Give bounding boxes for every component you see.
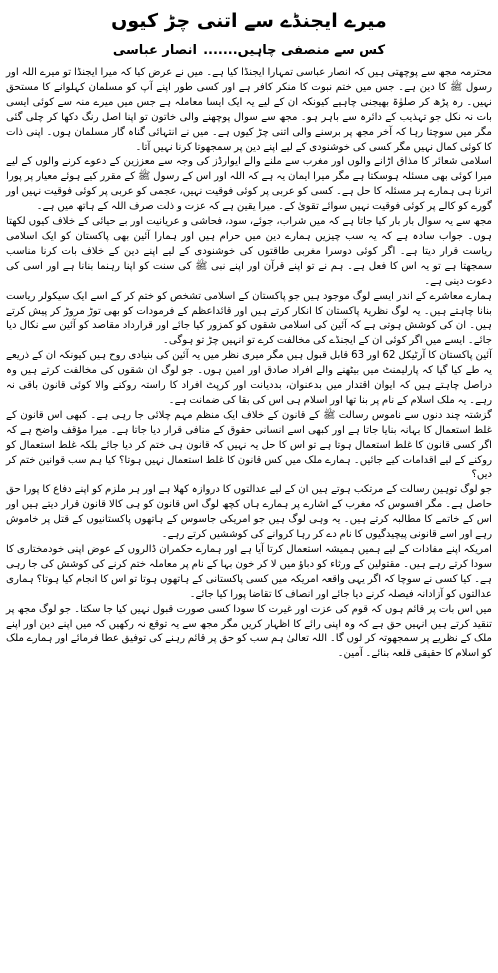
paragraph: مجھ سے یہ سوال بار بار کیا جاتا ہے کہ میں شراب، جوئے، سود، فحاشی و عریانیت اور بے حیائی کے خلاف کیوں لکھتا ہوں۔ جواب سادہ ہے کہ یہ سب چیزیں ہمارے دین میں حرام ہیں اور ہمارا آئین بھی پاکستان کو ایک اسلامی ریاست قرار دیتا ہے۔ اگر کوئی دوسرا مغربی طاقتوں کی خوشنودی کے لیے اپنے دین کے خلاف بات کرنا مناسب سمجھتا ہے تو یہ اس کا فعل ہے۔ ہم نے تو اپنے قرآن اور اپنے نبی ﷺ کی سنت کو اپنا رہنما بنانا ہے اور اسی کی دعوت دینی ہے۔ xyxy=(6,216,492,287)
article-body xyxy=(6,66,492,662)
paragraph: جو لوگ توہین رسالت کے مرتکب ہوتے ہیں ان کے لیے عدالتوں کا دروازہ کھلا ہے اور ہر ملزم کو اپنے دفاع کا پورا حق حاصل ہے۔ مگر افسوس کہ مغرب کے اشارے پر ہمارے ہاں کچھ لوگ اس قانون کو ہی کالا قانون قرار دیتے ہیں اور اس کے خاتمے کا مطالبہ کرتے ہیں۔ یہ وہی لوگ ہیں جو امریکی جاسوس کے ہاتھوں پاکستانیوں کے قتل پر خاموش رہے اور اسے قانونی پیچیدگیوں کا نام دے کر رہا کروانے کی کوششیں کرتے رہے۔ xyxy=(6,484,492,541)
headline: میرے ایجنڈے سے اتنی چڑ کیوں xyxy=(111,10,387,32)
paragraph: گزشتہ چند دنوں سے ناموس رسالت ﷺ کے قانون کے خلاف ایک منظم مہم چلائی جا رہی ہے۔ کبھی اس قانون کے غلط استعمال کا بہانہ بنایا جاتا ہے اور کبھی اسے انسانی حقوق کے منافی قرار دیا جاتا ہے۔ میرا مؤقف واضح ہے کہ اگر کسی قانون کا غلط استعمال ہوتا ہے تو اس کا حل یہ نہیں کہ قانون ہی ختم کر دیا جائے بلکہ غلط استعمال کو روکنے کے لیے اقدامات کیے جائیں۔ ہمارے ملک میں کس قانون کا غلط استعمال نہیں ہوتا؟ کیا ہم سب قوانین ختم کر دیں؟ xyxy=(6,409,492,481)
paragraph: آئین پاکستان کا آرٹیکل 62 اور 63 قابل قبول ہیں مگر میری نظر میں یہ آئین کی بنیادی روح ہیں کیونکہ ان کے ذریعے یہ طے کیا گیا کہ پارلیمنٹ میں بیٹھنے والے افراد صادق اور امین ہوں۔ جو لوگ ان شقوں کی مخالفت کرتے ہیں وہ دراصل چاہتے ہیں کہ ایوان اقتدار میں بدعنوان، بددیانت اور کرپٹ افراد کا راستہ روکنے والا کوئی قانون باقی نہ رہے۔ یہ ملک اسلام کے نام پر بنا تھا اور اسلام ہی اس کی بقا کی ضمانت ہے۔ xyxy=(6,350,492,406)
subheadline: کس سے منصفی چاہیں....... xyxy=(203,43,386,58)
author-name: انصار عباسی xyxy=(112,43,197,58)
paragraph: محترمہ مجھ سے پوچھتی ہیں کہ انصار عباسی تمہارا ایجنڈا کیا ہے۔ میں نے عرض کیا کہ میرا ایجنڈا تو میرے اللہ اور رسول ﷺ کا دین ہے۔ جس میں ختم نبوت کا منکر کافر ہے اور کسی طور اپنے آپ کو مسلمان کہلوانے کا مستحق نہیں۔ رہ پڑھ کر صلوٰۃ بھیجنی چاہیے کیونکہ ان کے لیے یہ ایک ایسا معاملہ ہے جس میں میرے منہ سے کوئی ایسی بات نہ نکل جو تہذیب کے دائرہ سے باہر ہو۔ مجھ سے سوال پوچھنے والی خاتون تو اپنا اصل رنگ دکھا کر چلی گئی مگر میں سوچتا رہا کہ آخر مجھ پر برسنے والی اتنی چڑ کیوں ہے۔ میں نے انتہائی گناہ گار مسلمان ہوں۔ اپنی ذات کا کوئی کمال نہیں مگر کسی کی خوشنودی کے لیے اپنے دین پر سمجھوتا کرنا نہیں آتا۔ xyxy=(6,67,492,153)
paragraph: اسلامی شعائر کا مذاق اڑانے والوں اور مغرب سے ملنے والے ایوارڈز کی وجہ سے معززین کے دعوے کرنے والوں کے لیے میرا کوئی بھی مسئلہ ہوسکتا ہے مگر میرا ایمان یہ ہے کہ اللہ اور اس کے رسول ﷺ کے مقرر کیے ہوئے معیار پر پورا اترنا ہی ہمارے ہر مسئلہ کا حل ہے۔ کسی کو عربی پر کوئی فوقیت نہیں، عجمی کو عربی پر کوئی فوقیت نہیں اور گورے کو کالے پر کوئی فوقیت نہیں سوائے تقویٰ کے۔ میرا یقین ہے کہ عزت و ذلت صرف اللہ کے ہاتھ میں ہے۔ xyxy=(6,156,492,213)
paragraph: امریکہ اپنے مفادات کے لیے ہمیں ہمیشہ استعمال کرتا آیا ہے اور ہمارے حکمران ڈالروں کے عوض اپنی خودمختاری کا سودا کرتے رہے ہیں۔ مقتولین کے ورثاء کو دباؤ میں لا کر خون بہا کے نام پر معاملہ ختم کرنے کی کوشش کی جا رہی ہے۔ کیا کسی نے سوچا کہ اگر یہی واقعہ امریکہ میں کسی پاکستانی کے ہاتھوں ہوتا تو اس کا انجام کیا ہوتا؟ ہماری عدالتوں کو آزادانہ فیصلہ کرنے دیا جائے اور انصاف کا تقاضا پورا کیا جائے۔ xyxy=(6,544,492,600)
byline xyxy=(6,40,492,62)
paragraph: میں اس بات پر قائم ہوں کہ قوم کی عزت اور غیرت کا سودا کسی صورت قبول نہیں کیا جا سکتا۔ جو لوگ مجھ پر تنقید کرتے ہیں انہیں حق ہے کہ وہ اپنی رائے کا اظہار کریں مگر مجھ سے یہ توقع نہ رکھیں کہ میں اپنے دین اور اپنے ملک کے نظریے پر سمجھوتہ کر لوں گا۔ اللہ تعالیٰ ہم سب کو حق پر قائم رہنے کی توفیق عطا فرمائے اور ہمارے ملک کو اسلام کا حقیقی قلعہ بنائے۔ آمین۔ xyxy=(6,603,492,660)
paragraph: ہمارے معاشرے کے اندر ایسے لوگ موجود ہیں جو پاکستان کے اسلامی تشخص کو ختم کر کے اسے ایک سیکولر ریاست بنانا چاہتے ہیں۔ یہ لوگ نظریۂ پاکستان کا انکار کرتے ہیں اور قائداعظم کے فرمودات کو بھی توڑ مروڑ کر پیش کرتے ہیں۔ ان کی کوشش ہوتی ہے کہ آئین کی اسلامی شقوں کو کمزور کیا جائے اور قرارداد مقاصد کو آئین سے نکال دیا جائے۔ ایسے میں اگر کوئی ان کے ایجنڈے کی مخالفت کرے تو انہیں چڑ تو ہوگی۔ xyxy=(6,290,492,347)
